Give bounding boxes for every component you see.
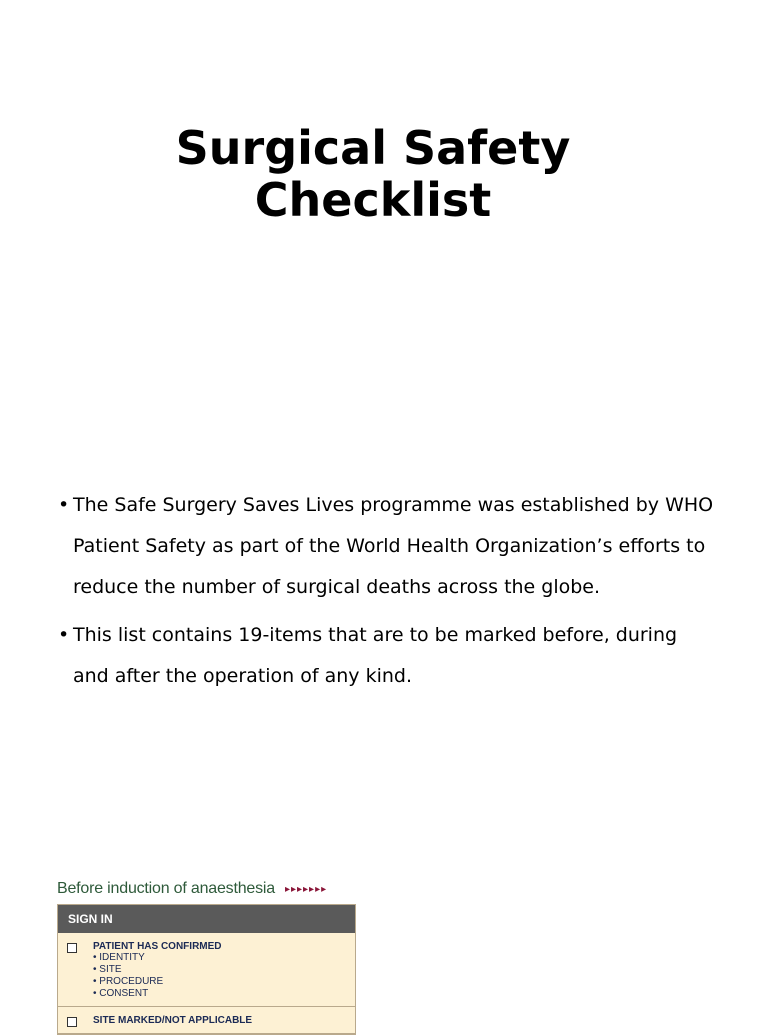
bullet-text: This list contains 19-items that are to be marked before, during and after the operation of any kind. <box>73 624 678 687</box>
item-subitem: • SITE <box>93 964 122 975</box>
bullet-dot-icon: • <box>58 494 70 516</box>
bullet-item <box>58 615 718 697</box>
item-subitem: • CONSENT <box>93 988 149 999</box>
bullet-item <box>58 485 718 608</box>
title-line-1: Surgical Safety <box>175 121 571 175</box>
checkbox-icon <box>67 1017 77 1027</box>
item-subitem: • PROCEDURE <box>93 976 164 987</box>
sign-in-card <box>57 904 356 1035</box>
checklist-item <box>58 933 355 1007</box>
checkbox-icon <box>67 943 77 953</box>
phase-label: Before induction of anaesthesia <box>57 880 275 897</box>
item-subitem: • IDENTITY <box>93 952 145 963</box>
slide-title <box>0 122 746 226</box>
bullet-text: The Safe Surgery Saves Lives programme was established by WHO Patient Safety as part of the World Health Organization’s efforts to reduce the number of surgical deaths across the globe. <box>73 494 714 598</box>
arrows-icon: ▸▸▸▸▸▸▸ <box>284 883 328 895</box>
section-title: SIGN IN <box>58 905 355 933</box>
item-title: SITE MARKED/NOT APPLICABLE <box>93 1015 253 1026</box>
checklist-item <box>58 1007 355 1034</box>
bullet-list <box>58 485 718 704</box>
bullet-dot-icon: • <box>58 624 70 646</box>
title-line-2: Checklist <box>254 173 492 227</box>
item-title: PATIENT HAS CONFIRMED <box>93 941 222 952</box>
checklist-image <box>57 874 367 1035</box>
phase-header <box>57 874 367 904</box>
